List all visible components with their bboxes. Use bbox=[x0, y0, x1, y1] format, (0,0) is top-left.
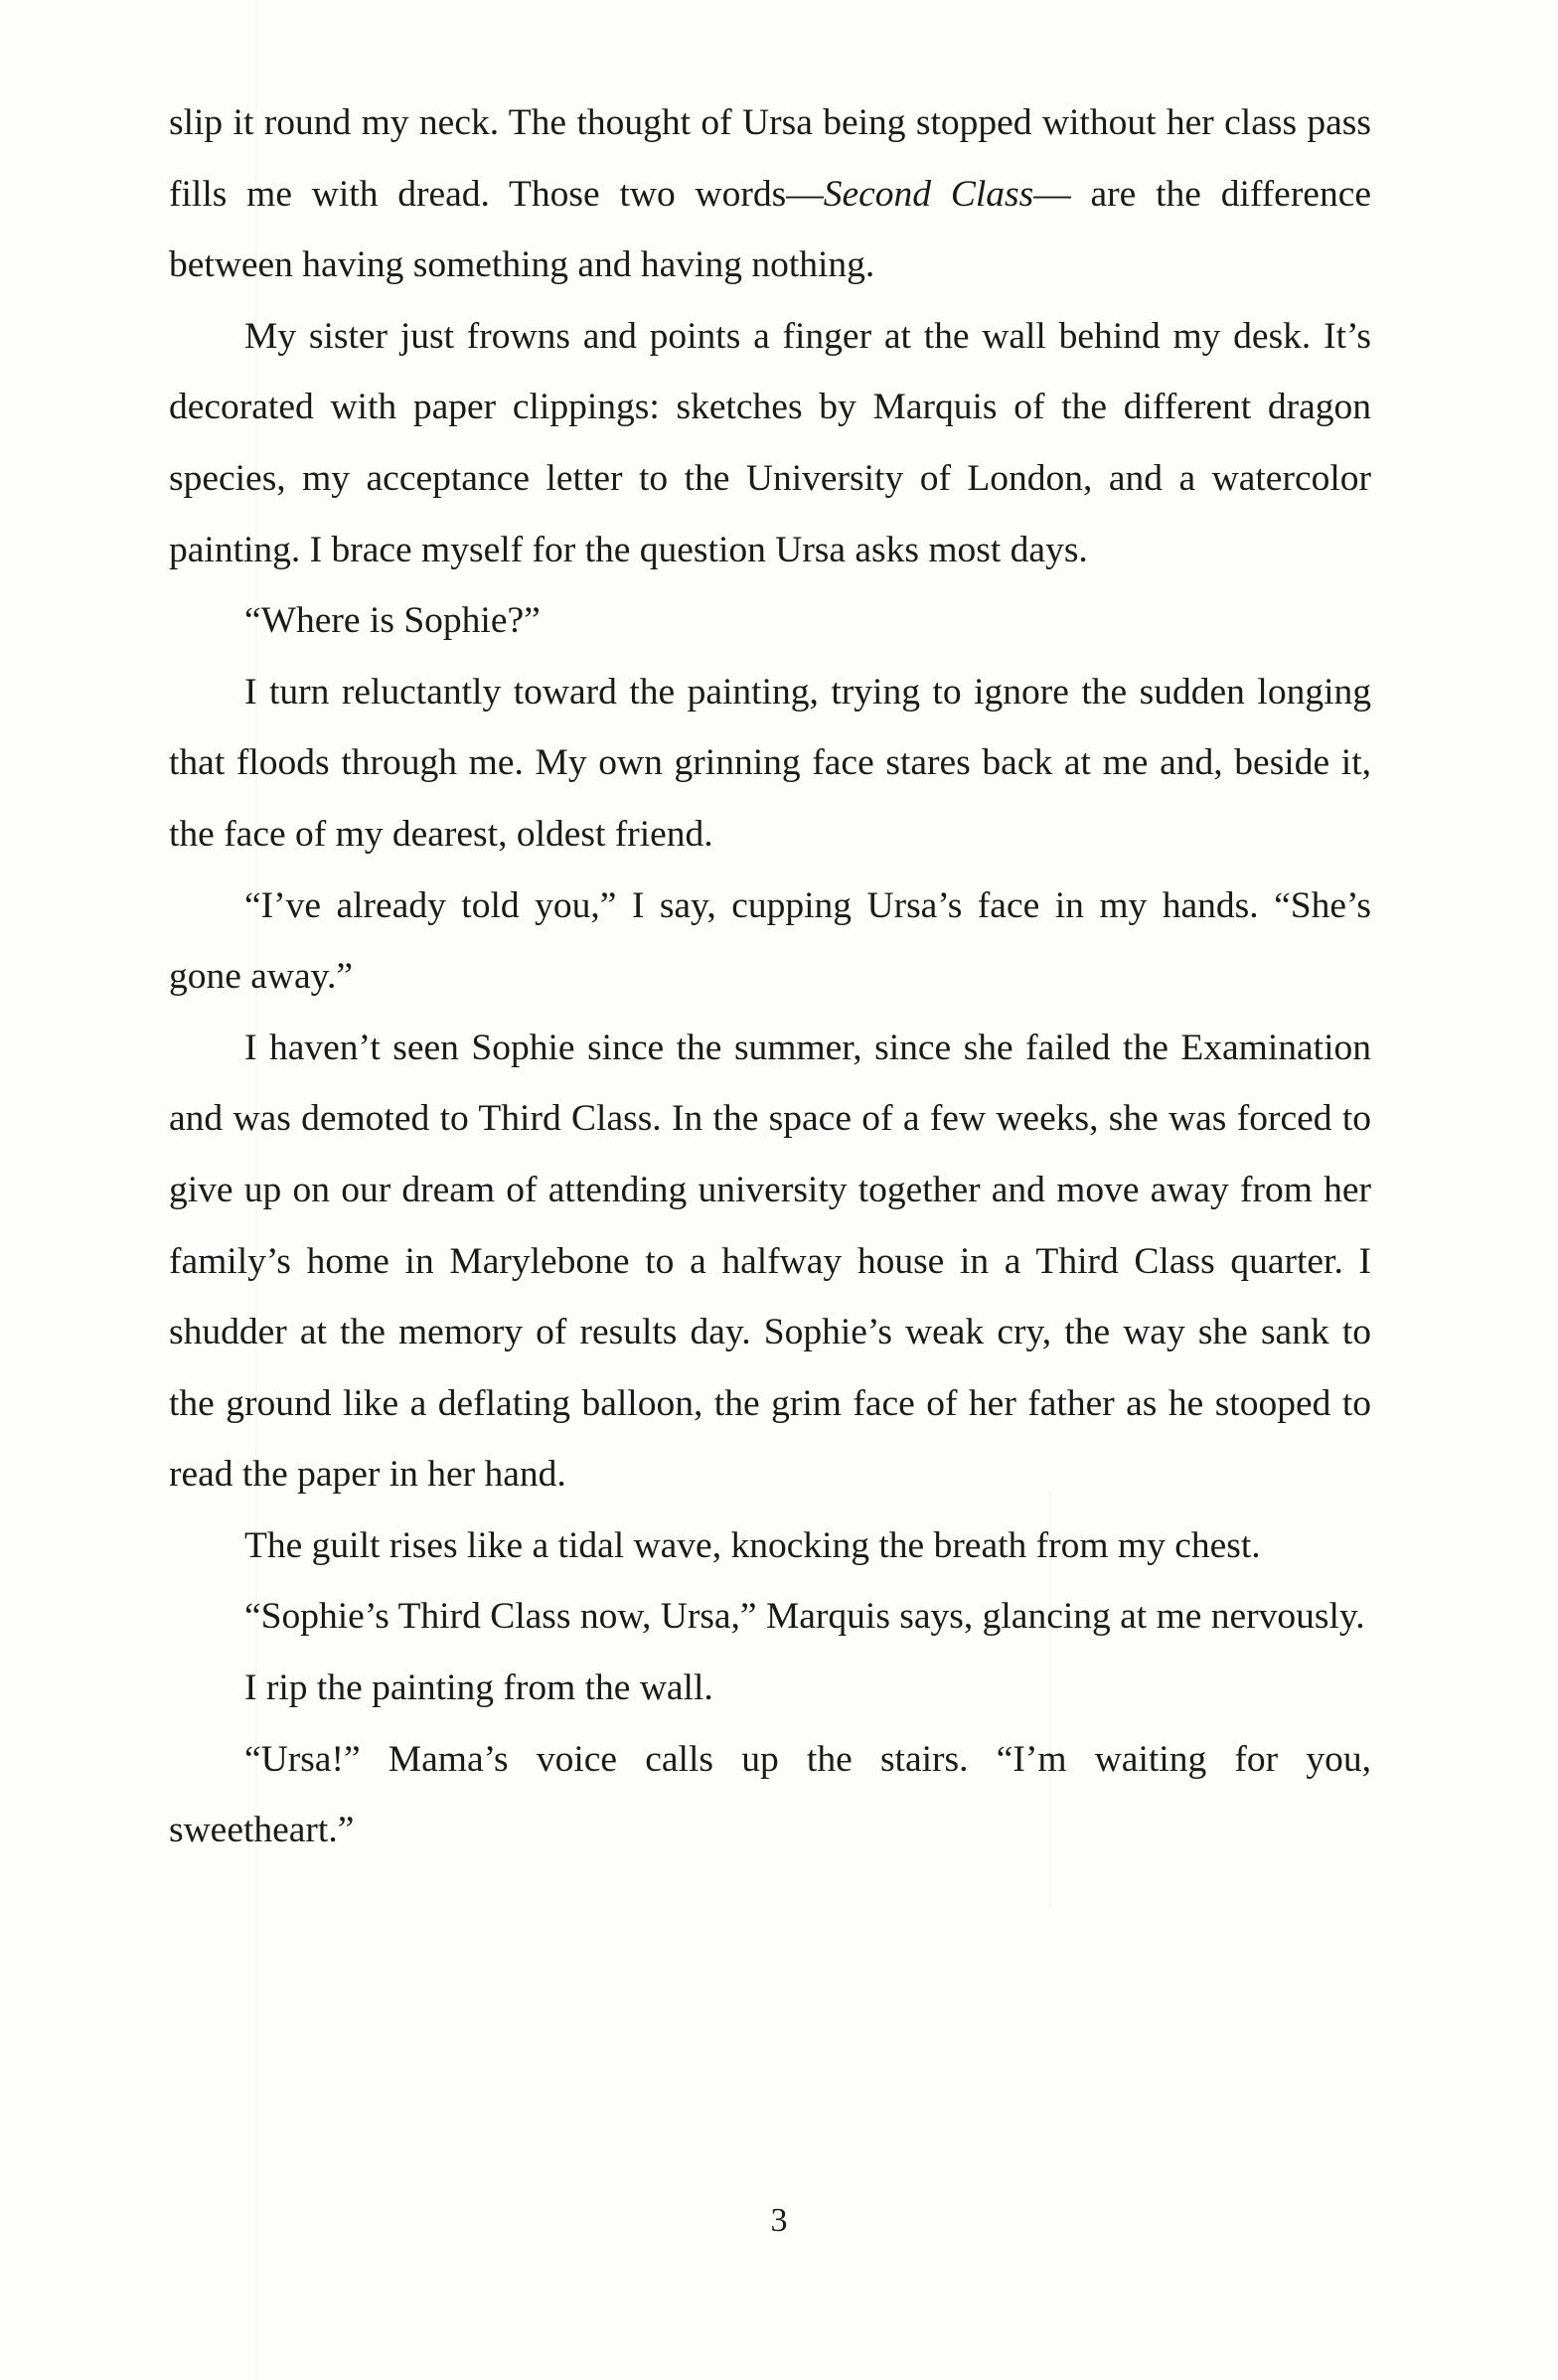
paragraph-text: I rip the painting from the wall. bbox=[244, 1667, 713, 1709]
paragraph bbox=[169, 1581, 1371, 1653]
paragraph-text: “Sophie’s Third Class now, Ursa,” Marquis says, glancing at me nervously. bbox=[244, 1596, 1365, 1638]
paragraph bbox=[169, 657, 1371, 871]
paragraph-text: “Where is Sophie?” bbox=[244, 600, 541, 642]
paragraph bbox=[169, 301, 1371, 585]
paragraph bbox=[169, 1013, 1371, 1510]
paragraph-text: I turn reluctantly toward the painting, trying to ignore the sudden longing that floods through me. My own grinning face stares back at me and, beside it, the face of my dearest, oldest friend. bbox=[169, 671, 1371, 855]
body-text bbox=[169, 87, 1371, 1866]
paragraph-text: I haven’t seen Sophie since the summer, since she failed the Examination and was demoted to Third Class. In the space of a few weeks, she was forced to give up on our dream of attending university together and move away from her family’s home in Marylebone to a halfway house in a Third Class quarter. I shudder at the memory of results day. Sophie’s weak cry, the way she sank to the ground like a deflating balloon, the grim face of her father as he stooped to read the paper in her hand. bbox=[169, 1027, 1371, 1496]
page-number: 3 bbox=[770, 2202, 788, 2239]
paragraph bbox=[169, 1653, 1371, 1724]
italic-text: Second Class bbox=[823, 173, 1034, 215]
paragraph-text: “Ursa!” Mama’s voice calls up the stairs. “I’m waiting for you, sweetheart.” bbox=[169, 1738, 1371, 1851]
paragraph bbox=[169, 871, 1371, 1013]
paragraph-text: — are the difference between having something and having nothing. bbox=[169, 173, 1371, 286]
paragraph-text: “I’ve already told you,” I say, cupping Ursa’s face in my hands. “She’s gone away.” bbox=[169, 884, 1371, 998]
paragraph-text: My sister just frowns and points a finger at the wall behind my desk. It’s decorated with paper clippings: sketches by Marquis of the different dragon species, my acceptance letter to the University of London, and a watercolor painting. I brace myself for the question Ursa asks most days. bbox=[169, 315, 1371, 570]
paragraph-text: slip it round my neck. The thought of Ursa being stopped without her class pass fills me with dread. Those two words— bbox=[169, 102, 1371, 215]
paragraph bbox=[169, 87, 1371, 301]
paragraph-text: The guilt rises like a tidal wave, knocking the breath from my chest. bbox=[244, 1524, 1261, 1566]
paragraph bbox=[169, 1510, 1371, 1582]
paragraph bbox=[169, 585, 1371, 657]
paragraph bbox=[169, 1724, 1371, 1866]
